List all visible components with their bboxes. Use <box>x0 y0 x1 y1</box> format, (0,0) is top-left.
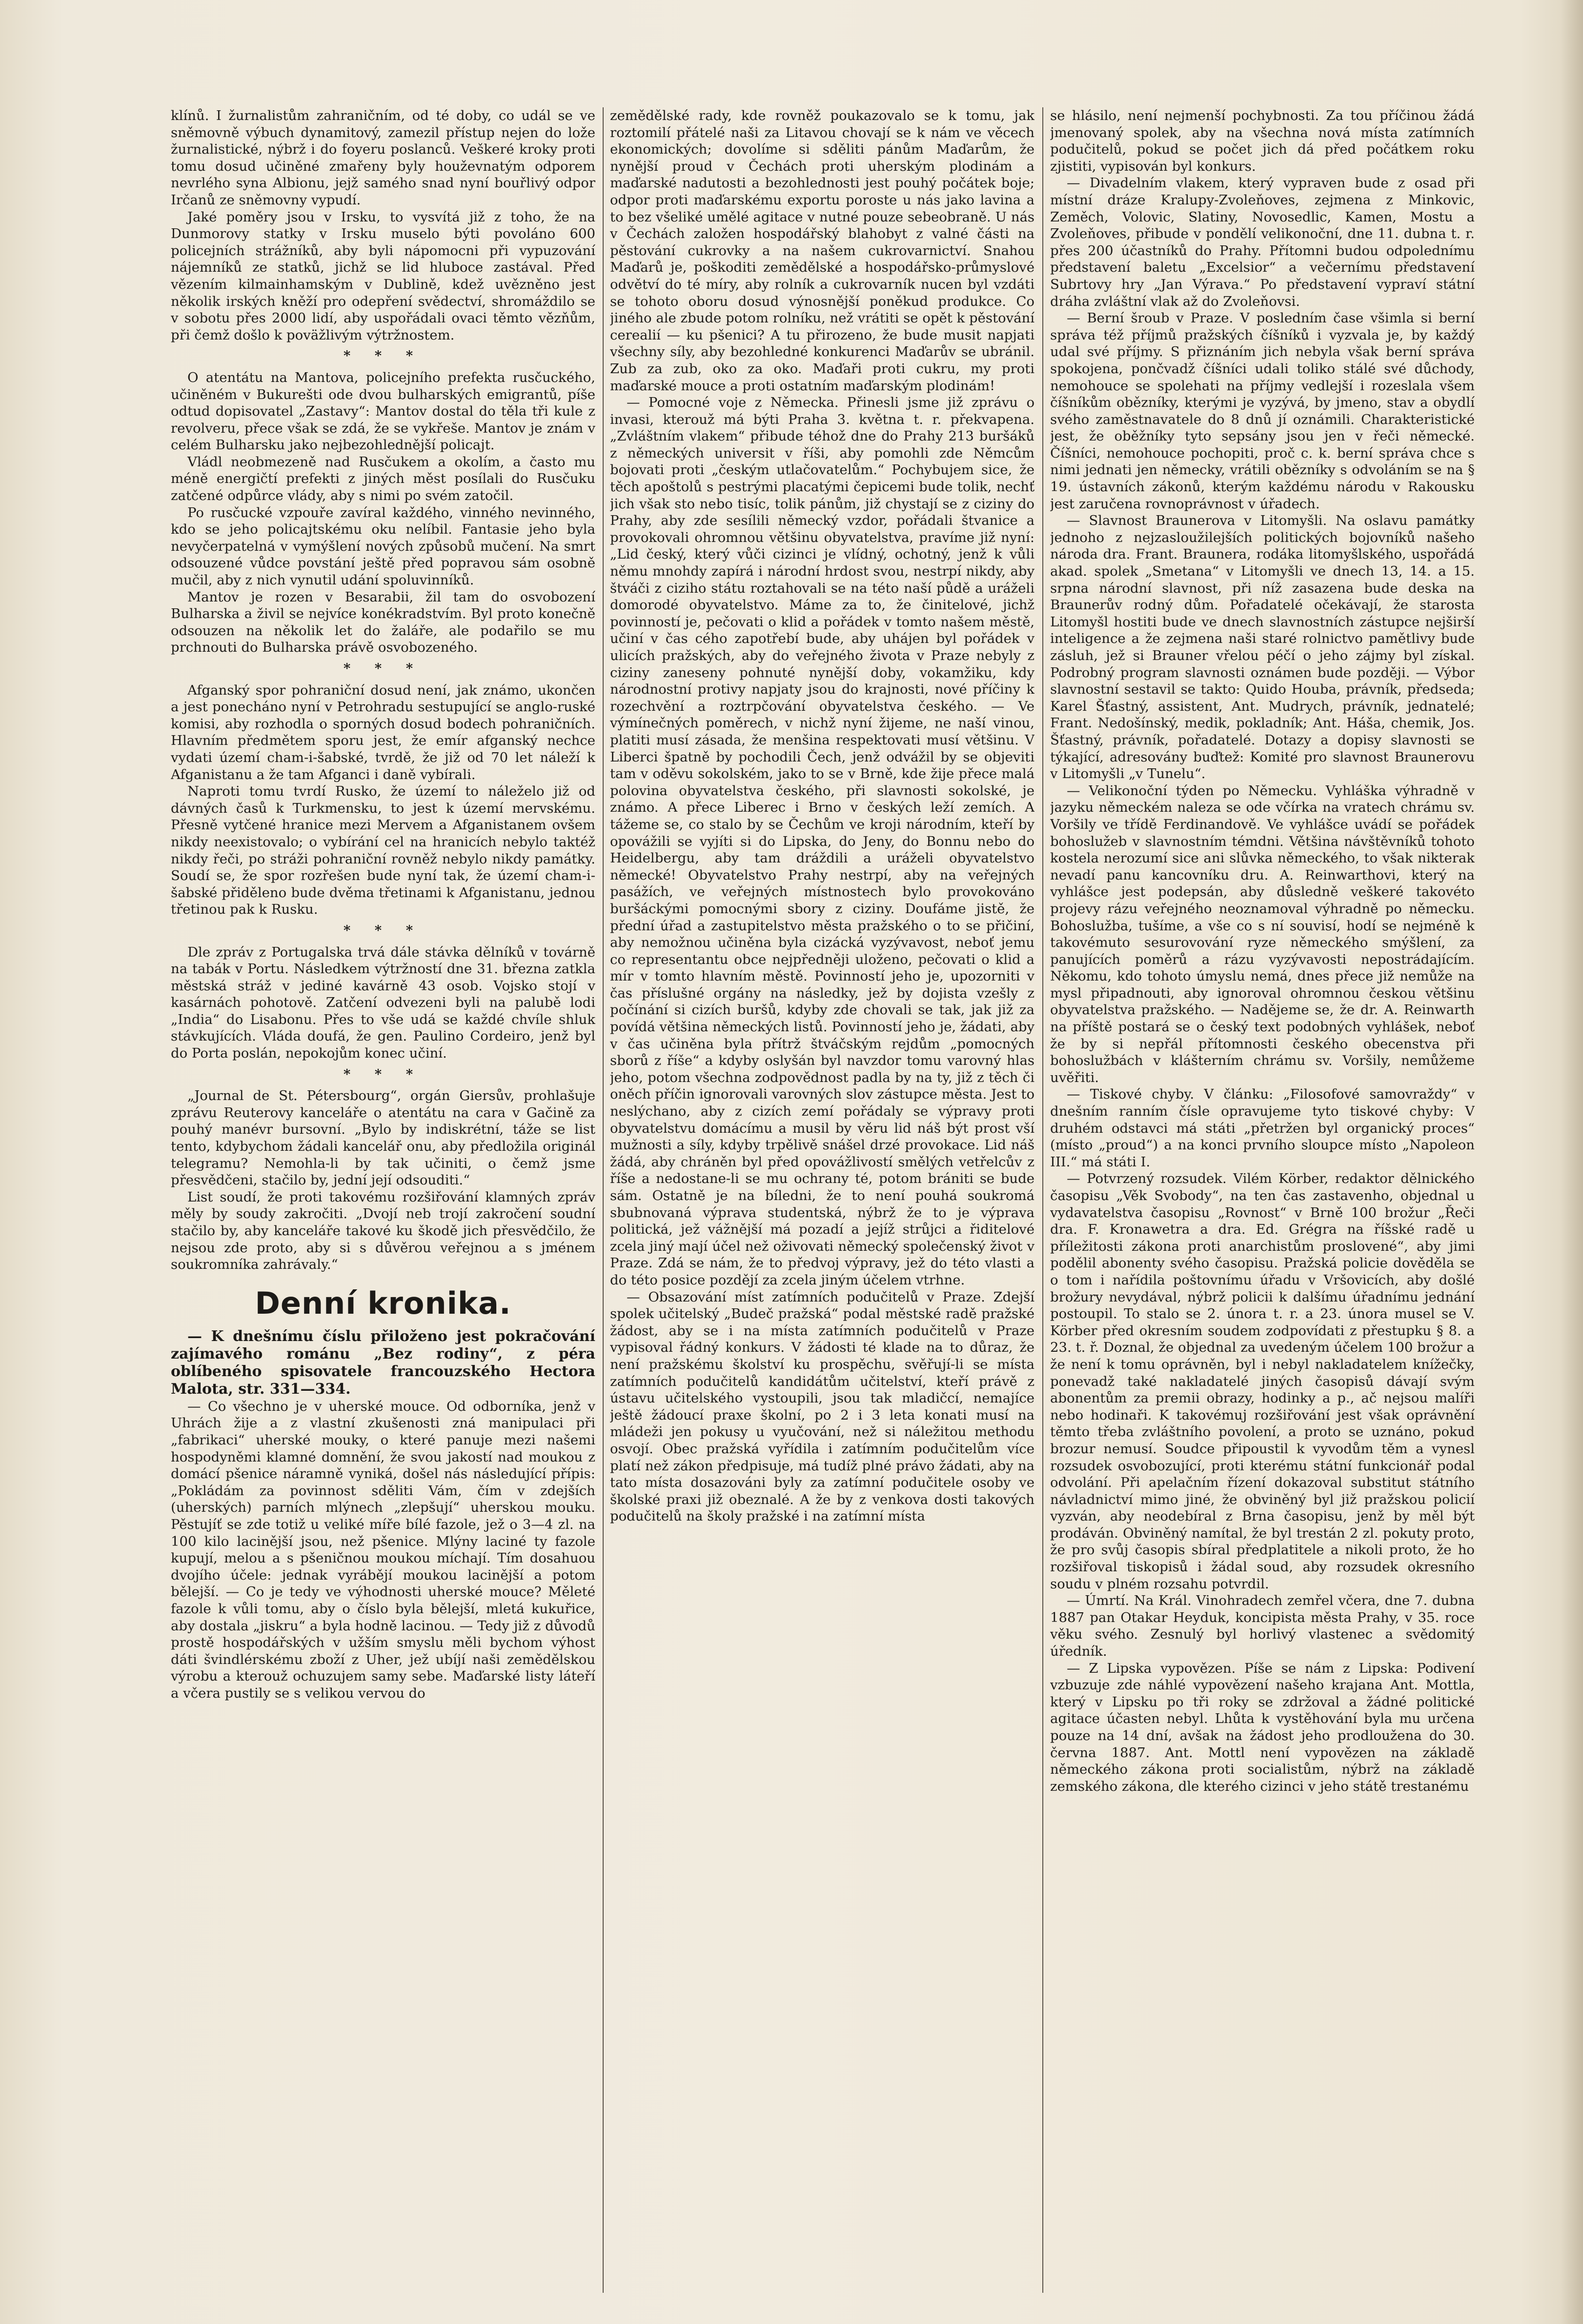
article-paragraph: se hlásilo, není nejmenší pochybnosti. Za tou příčinou žádá jmenovaný spolek, aby na všechna nová místa zatímních podučitelů, pokud se počet jich dá před počátkem roku zjistiti, vypisován byl konkurs. <box>1050 108 1475 174</box>
article-paragraph: — Slavnost Braunerova v Litomyšli. Na oslavu památky jednoho z nejzasloužilejších politických bojovníků našeho národa dra. Frant. Braunera, rodáka litomyšlského, uspořádá akad. spolek „Smetana“ v Litomyšli ve dnech 13, 14. a 15. srpna národní slavnost, při níž zasazena bude deska na Braunerův rodný dům. Pořadatelé očekávají, že starosta Litomyšl hostiti bude ve dnech slavnostních zástupce nejširší inteligence a že zejmena naši staré rolnictvo pamětlivy bude zásluh, jež si Brauner vřelou péčí o jeho zájmy byl získal. Podrobný program slavnosti oznámen bude později. — Výbor slavnostní sestavil se takto: Quido Houba, právník, předseda; Karel Šťastný, assistent, Ant. Mudrych, právník, jednatelé; Frant. Nedošínský, medik, pokladník; Ant. Háša, chemik, Jos. Šťastný, právník, pořadatelé. Dotazy a dopisy slavnosti se týkající, adresovány buďtež: Komité pro slavnost Braunerovu v Litomyšli „v Tunelu“. <box>1050 513 1475 782</box>
article-paragraph: — Obsazování míst zatímních podučitelů v Praze. Zdejší spolek učitelský „Budeč pražská“ podal městské radě pražské žádost, aby se i na místa zatímních podučitelů v Praze vypisoval řádný konkurs. V žádosti té klade na to důraz, že není pražskému školství ku prospěchu, svěřují-li se místa zatímních podučitelů kandidátům učitelství, kteří právě z ústavu učitelského vystoupili, jsou tak mladičcí, nemajíce ještě žádoucí praxe školní, po 2 i 3 leta konati musí na mládeži jen pokusy u vyučování, než si náležitou methodu osvojí. Obec pražská vyřídila i zatímním podučitelům více platí než zákon předpisuje, má tudíž plné právo žádati, aby na tato místa dosazováni byly za zatímní podučitele osoby ve školské praxi již obeznalé. A že by z venkova dosti takových podučitelů na školy pražské i na zatímní místa <box>610 1289 1035 1524</box>
article-paragraph: — Potvrzený rozsudek. Vilém Körber, redaktor dělnického časopisu „Věk Svobody“, na ten čas zastavenho, objednal u vydavatelstva časopisu „Rovnost“ v Brně 100 brožur „Řeči dra. F. Kronawetra a dra. Ed. Grégra na říšské radě u příležitosti zákona proti anarchistům proslovené“, aby jimi podělil abonenty svého časopisu. Pražská policie dověděla se o tom i nařídila poštovnímu úřadu v Vršovicích, aby došlé brožury nevydával, nýbrž policii k dalšímu úřadnímu jednání postoupil. To stalo se 2. února t. r. a 23. února musel se V. Körber před okresním soudem zodpovídati z přestupku § 8. a 23. t. ř. Doznal, že objednal za uvedeným účelem 100 brožur a že není k tomu oprávněn, byl i nebyl nakladatelem knížečky, ponevadž také nakladatelé jiných časopisů dávají svým abonentům za premii obrazy, hodinky a p., ač nejsou malíři nebo hodinaři. K takovémuj rozšiřování jest však oprávnění těmto třeba zvláštního povolení, a proto se uznáno, pokud brozur nemusí. Soudce připoustil k vyvodům těm a vynesl rozsudek osvobozující, proti kterému státní funkcionář podal odvolání. Při apelačním řízení dokazoval substitut státního návladnictví mimo jiné, že obviněný byl již pražskou policií vyzván, aby neodebíral z Brna časopisu, jenž by měl být prodáván. Obviněný namítal, že byl trestán 2 zl. pokuty proto, že pro svůj časopis sbíral předplatitele a nikoli proto, že ho rozšiřoval tiskopisů i žádal soud, aby rozsudek okresního soudu v plném rozsahu potvrdil. <box>1050 1171 1475 1592</box>
article-paragraph: „Journal de St. Pétersbourg“, orgán Giersův, prohlašuje zprávu Reuterovy kanceláře o atentátu na cara v Gačině za pouhý manévr bursovní. „Bylo by indiskrétní, táže se list tento, kdybychom žádali kancelář onu, aby předložila originál telegramu? Nemohla-li by tak učiniti, o čemž jsme přesvědčeni, stačilo by, jední její odsouditi.“ <box>171 1088 595 1188</box>
article-paragraph: zemědělské rady, kde rovněž poukazovalo se k tomu, jak roztomilí přátelé naši za Litavou chovají se k nám ve věcech ekonomických; dovolíme si sděliti pánům Maďarům, že nynější proud v Čechách proti uherským plodinám a maďarské nadutosti a bezohlednosti jest pouhý počátek boje; odpor proti maďarskému exportu poroste u nás jako lavina a to bez všeliké umělé agitace v nutné pouze sebeobraně. U nás v Čechách založen hospodářský blahobyt z valné části na pěstování cukrovky a na našem cukrovarnictví. Snahou Maďarů je, poškoditi zemědělské a hospodářsko-průmyslové odvětví do té míry, aby rolník a cukrovarník nucen byl vzdáti se tohoto oboru dosud výnosnější poněkud produkce. Co jiného ale zbude potom rolníku, než vrátiti se opět k pěstování cerealií — ku pšenici? A tu přirozeno, že bude musit napjati všechny síly, aby bezohledné konkurenci Maďarův se ubránil. Zub za zub, oko za oko. Maďaři proti cukru, my proti maďarské mouce a proti ostatním maďarským plodinám! <box>610 108 1035 394</box>
article-paragraph: — Berní šroub v Praze. V posledním čase všimla si berní správa též příjmů pražských číšníků i vyzvala je, by každý udal své příjmy. S přiznáním jich nebyla však berní správa spokojena, pončvadž číšníci udali toliko stálé své důchody, nemohouce se spolehati na příjmy vedlejší i rozeslala všem číšníkům obězníky, kterými je vyzývá, by jmeno, stav a obydlí svého zaměstnavatele do 8 dnů jí oznámili. Charakteristické jest, že oběžníky tyto sepsány jsou jen v řeči německé. Číšníci, nemohouce pochopiti, proč c. k. berní správa chce s nimi jednati jen německy, vrátili obězníky s odvoláním se na § 19. ústavních zákonů, kterým každému národu v Rakousku jest zaručena rovnoprávnost v úřadech. <box>1050 310 1475 512</box>
article-paragraph: O atentátu na Mantova, policejního prefekta rusčuckého, učiněném v Bukurešti ode dvou bulharských emigrantů, píše odtud dopisovatel „Zastavy“: Mantov dostal do těla tři kule z revolveru, přece však se zdá, že se vykřeše. Mantov je znám v celém Bulharsku jako nejbezohlednější policajt. <box>171 369 595 453</box>
article-paragraph: — Velikonoční týden po Německu. Vyhláška výhradně v jazyku německém naleza se ode včírka na vratech chrámu sv. Voršily ve třídě Ferdinandově. Ve vyhlášce uvádí se pořádek bohoslužeb v slavnostním témdni. Většina návštěvníků tohoto kostela nerozumí sice ani slůvka německého, to však nikterak nevadí panu kancovníku dru. A. Reinwarthovi, který na vyhlášce jest podepsán, aby důsledně veškeré takovéto projevy rázu veřejného neoznamoval výhradně po německu. Bohoslužba, tušíme, a vše co s ní souvisí, hodí se nejméně k takovémuto sesurovování ryze německého smýšlení, za panujících poměrů a rázu vyzývavosti nepostrádajícím. Někomu, kdo tohoto úmyslu nemá, dnes přece již nemůže na mysl připadnouti, aby ignoroval ohromnou českou většinu obyvatelstva pražského. — Nadějeme se, že dr. A. Reinwarth na příště postará se o český text podobných vyhlášek, neboť že by si nepřál přítomnosti českého obecenstva při bohoslužbách v klášterním chrámu sv. Voršily, nemůžeme uvěřiti. <box>1050 782 1475 1085</box>
section-separator: * * * <box>343 348 423 364</box>
article-paragraph: — Tiskové chyby. V článku: „Filosofové samovraždy“ v dnešním ranním čísle opravujeme tyto tiskové chyby: V druhém odstavci má státi „přetržen byl organický proces“ (místo „proud“) a na konci prvního sloupce místo „Napoleon III.“ má státi I. <box>1050 1086 1475 1170</box>
article-paragraph: Mantov je rozen v Besarabii, žil tam do osvobození Bulharska a živil se nejvíce konékradstvím. Byl proto konečně odsouzen na několik let do žaláře, ale podařilo se mu prchnouti do Bulharska právě osvobozeného. <box>171 589 595 656</box>
article-paragraph: Afganský spor pohraniční dosud není, jak známo, ukončen a jest ponecháno nyní v Petrohradu sestupující se anglo-ruské komisi, aby rozhodla o sporných dosud bodech pohraničních. Hlavním předmětem sporu jest, že emír afganský nechce vydati území cham-i-šabské, tvrdě, že již od 70 let náleží k Afganistanu a že tam Afganci i daně vybírali. <box>171 682 595 782</box>
column-middle <box>610 107 1035 2293</box>
article-paragraph: Dle zpráv z Portugalska trvá dále stávka dělníků v továrně na tabák v Portu. Následkem výtržností dne 31. března zatkla městská stráž v jediné kavárně 43 osob. Vojsko stojí v kasárnách pohotově. Zatčení odvezeni byli na palubě lodi „India“ do Lisabonu. Přes to vše udá se každé chvíle shluk stávkujících. Vláda doufá, že gen. Paulino Cordeiro, jenž byl do Porta poslán, nepokojům konec učiní. <box>171 944 595 1062</box>
article-paragraph: Jaké poměry jsou v Irsku, to vysvítá již z toho, že na Dunmorovy statky v Irsku muselo býti povoláno 600 policejních strážníků, aby byli nápomocni při vypuzování nájemníků ze statků, jichž se lid hluboce zastával. Před vězením kilmainhamským v Dublině, kdež uvězněno jest několik irských kněží pro odepření svědectví, shromáždilo se v sobotu přes 2000 lidí, aby uspořádali ovaci těmto vězňům, při čemž došlo k poväžlivým výtržnostem. <box>171 209 595 343</box>
article-paragraph: — Z Lipska vypovězen. Píše se nám z Lipska: Podivení vzbuzuje zde náhlé vypovězení našeho krajana Ant. Mottla, který v Lipsku po tři roky se zdržoval a žádné politické agitace účasten nebyl. Lhůta k vystěhování byla mu určena pouze na 14 dní, avšak na žádost jeho prodloužena do 30. června 1887. Ant. Mottl není vypovězen na základě německého zákona proti socialistům, nýbrž na základě zemského zákona, dle kterého cizinci v jeho státě trestanému <box>1050 1660 1475 1794</box>
article-paragraph: — Úmrtí. Na Král. Vinohradech zemřel včera, dne 7. dubna 1887 pan Otakar Heyduk, koncipista města Prahy, v 35. roce věku svého. Zesnulý byl horlivý vlastenec a svědomitý úředník. <box>1050 1593 1475 1660</box>
article-paragraph: klínů. I žurnalistům zahraničním, od té doby, co udál se ve sněmovně výbuch dynamitový, zamezil přístup nejen do lože žurnalistické, nýbrž i do foyeru poslanců. Veškeré kroky proti tomu dosud učiněné zmařeny byly houževnatým odporem nevrlého syna Albionu, jejž samého snad nyní bouřlivý odpor Irčanů ze sněmovny vypudí. <box>171 108 595 208</box>
section-separator: * * * <box>343 1066 423 1082</box>
article-paragraph: — Divadelním vlakem, který vypraven bude z osad při místní dráze Kralupy-Zvoleňoves, zejmena z Minkovic, Zeměch, Volovic, Slatiny, Novosedlic, Kamen, Mostu a Zvoleňoves, přibude v pondělí velikonoční, dne 11. dubna t. r. přes 200 účastníků do Prahy. Přítomni budou odpolednímu představení baletu „Excelsior“ a večernímu představení Subrtovy hry „Jan Výrava.“ Po představení vypraví státní dráha zvláštní vlak až do Zvoleňovsi. <box>1050 175 1475 309</box>
article-paragraph: Po rusčucké vzpouře zavíral každého, vinného nevinného, kdo se jeho policajtskému oku nelíbil. Fantasie jeho byla nevyčerpatelná v vymýšlení nových způsobů mučení. Na smrt odsouzené vůdce povstání ještě před popravou sám osobně mučil, aby z nich vynutil udání spoluvinníků. <box>171 504 595 588</box>
article-paragraph: Vládl neobmezeně nad Rusčukem a okolím, a často mu méně energičtí prefekti z jiných měst posílali do Rusčuku zatčené odpůrce vlády, aby s nimi po svém zatočil. <box>171 454 595 504</box>
lead-paragraph: — K dnešnímu číslu přiloženo jest pokračování zajímavého románu „Bez rodiny“, z péra oblíbeného spisovatele francouzského Hectora Malota, str. 331—334. <box>171 1327 595 1398</box>
article-paragraph: Naproti tomu tvrdí Rusko, že území to náleželo již od dávných časů k Turkmensku, to jest k území mervskému. Přesně vytčené hranice mezi Mervem a Afganistanem ovšem nikdy neexistovalo; o vybírání cel na hranicích nebylo taktéž nikdy řeči, po stráži pohraniční rovněž nebylo nikdy památky. Soudí se, že spor rozřešen bude nyní tak, že území cham-i-šabské přiděleno bude dvěma třetinami k Afganistanu, jednou třetinou pak k Rusku. <box>171 783 595 918</box>
article-paragraph: — Co všechno je v uherské mouce. Od odborníka, jenž v Uhrách žije a z vlastní zkušenosti zná manipulaci při „fabrikaci“ uherské mouky, o které panuje mezi našemi hospodyněmi klamné domnění, že svou jakostí nad moukou z domácí pšenice náramně vyniká, došel nás následující přípis: „Pokládám za povinnost sděliti Vám, čím v zdejších (uherských) parních mlýnech „zlepšují“ uherskou mouku. Pěstujíť se zde totiž u veliké míře bílé fazole, jež o 3—4 zl. na 100 kilo lacinější jsou, než pšenice. Mlýny laciné ty fazole kupují, melou a s pšeničnou moukou míchají. Tím dosahuou dvojího účele: jednak vyrábějí moukou lacinější a potom bělejší. — Co je tedy ve výhodnosti uherské mouce? Měleté fazole k vůli tomu, aby o číslo byla bělejší, mletá kukuřice, aby dostala „jiskru“ a byla hodně lacinou. — Tedy již z důvodů prostě hospodářských v užším smyslu měli bychom výhost dáti švindlérskému zboží z Uher, jež ubíjí naši zemědělskou výrobu a kterouž ochuzujem samy sebe. Maďarské listy láteří a včera pustily se s velikou vervou do <box>171 1398 595 1701</box>
section-heading: Denní kronika. <box>255 1285 511 1321</box>
section-separator: * * * <box>343 661 423 676</box>
article-paragraph: List soudí, že proti takovému rozšiřování klamných zpráv měly by soudy zakročiti. „Dvojí neb trojí zakročení soudní stačilo by, aby kanceláře takové ku škodě jich přesvědčilo, že nejsou zde proto, aby si s důvěrou veřejnou a s jménem soukromníka zahrávaly.“ <box>171 1189 595 1273</box>
column-left <box>171 107 595 2293</box>
article-paragraph: — Pomocné voje z Německa. Přinesli jsme již zprávu o invasi, kterouž má býti Praha 3. května t. r. překvapena. „Zvláštním vlakem“ přibude téhož dne do Prahy 213 buršáků z německých universit v říši, aby pomohli zde Němcům bojovati proti „českým utlačovatelům.“ Pochybujem sice, že těch apoštolů s pestrými placatými čepicemi bude tolik, nechť jich však sto nebo tisíc, tolik pánům, již chystají se z ciziny do Prahy, aby zde sesílili německý vzdor, pořádali štvanice a provokovali ohromnou většinu obyvatelstva, pravíme již nyní: „Lid český, který vůči cizinci je vlídný, ochotný, jenž k vůli němu mnohdy zapírá i národní hrdost svou, nestrpí nikdy, aby štváči z ciziho státu roztahovali se na této naší půdě a uráželi domorodé obyvatelstvo. Máme za to, že činitelové, jichž povinností je, pečovati o klid a pořádek v tomto našem městě, učiní v čas cého zapotřebí bude, aby uhájen byl pořádek v ulicích pražských, aby do veřejného života v Praze nebyly z ciziny zaneseny pohnuté nynější doby, vokamžiku, kdy národnostní protivy napjaty jsou do krajnosti, nové příčiny k rozechvění a roztrpčování obyvatelstva českého. — Ve výmínečných poměrech, v nichž nyní žijeme, ne naší vinou, platiti musí zásada, že menšina respektovati musí většinu. V Liberci špatně by pochodili Čech, jenž odvážil by se objeviti tam v oděvu sokolském, jako to se v Brně, kde žije přece malá polovina obyvatelstva českého, při slavnosti sokolské, je známo. A přece Liberec i Brno v českých leží zemích. A tážeme se, co stalo by se Čechům ve kroji národním, kteří by opovážili se vyjíti si do Lipska, do Jeny, do Bonnu nebo do Heidelbergu, aby tam dráždili a uráželi obyvatelstvo německé! Obyvatelstvo Prahy nestrpí, aby na veřejných pasážích, ve veřejných místnostech bylo provokováno buršáckými pomocnými sbory z ciziny. Doufáme jistě, že přední úřad a zastupitelstvo města pražského o to se přičiní, aby nemožnou učiněna byla cizácká vyzývavost, neboť jemu co representantu obce nejpředněji uloženo, pečovati o klid a mír v tomto hlavním městě. Povinností jeho je, upozorniti v čas příslušné orgány na následky, jež by dojista vzešly z počínání si cizích buršů, kdyby zde chovali se tak, jak již za povídá většina německých listů. Povinností jeho je, žádati, aby v čas učiněna byla přítrž štváčským rejdům „pomocných sborů z říše“ a kdyby oslyšán byl navzdor tomu varovný hlas jeho, potom všechna zodpovědnost padla by na ty, již z těch či oněch příčin ignorovali varovných slov zástupce města. Jest to neslýchano, aby z cizích zemí pořádaly se výpravy proti obyvatelstvu domácímu a musil by věru lid náš být prost vší mužnosti a síly, kdyby trpělivě snášel drzé provokace. Lid náš žádá, aby chráněn byl před opovážlivostí smělých vetřelcův z říše a nedostane-li se mu ochrany té, potom brániti se bude sám. Ostatně je na bíledni, že to není pouhá soukromá sbubnovaná výprava studentská, nýbrž že to je výprava politická, jež vážnější má pozadí a jejíž strůjci a řiditelové zcela jiný mají účel než oživovati německý společenský život v Praze. Zdá se nám, že to předvoj výpravy, jež do této vlasti a do této posice pozdějí za zcela jiným účelem vtrhne. <box>610 395 1035 1288</box>
page-edge-shadow <box>1561 0 1583 2324</box>
section-separator: * * * <box>343 922 423 938</box>
column-divider <box>603 107 604 2293</box>
column-divider <box>1042 107 1043 2293</box>
column-right <box>1050 107 1475 2293</box>
